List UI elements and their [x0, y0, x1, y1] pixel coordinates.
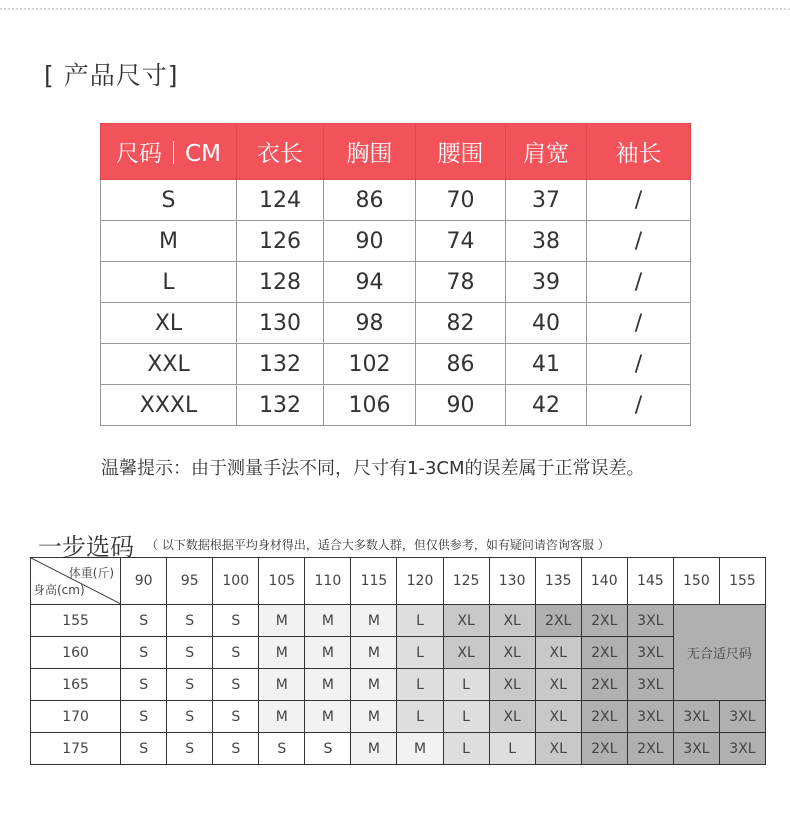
recommended-size-cell: 2XL	[581, 733, 627, 765]
recommended-size-cell: S	[167, 605, 213, 637]
recommended-size-cell: M	[351, 701, 397, 733]
no-fit-cell: 无合适尺码	[673, 605, 765, 701]
recommended-size-cell: S	[305, 733, 351, 765]
size-value-cell: /	[587, 180, 691, 221]
weight-header-cell: 115	[351, 558, 397, 605]
recommended-size-cell: S	[121, 605, 167, 637]
recommended-size-cell: S	[121, 669, 167, 701]
recommended-size-cell: 2XL	[581, 637, 627, 669]
size-value-cell: /	[587, 221, 691, 262]
recommended-size-cell: S	[121, 701, 167, 733]
size-value-cell: 90	[324, 221, 416, 262]
recommended-size-cell: M	[351, 605, 397, 637]
recommended-size-cell: 3XL	[627, 637, 673, 669]
size-label-cell: L	[101, 262, 237, 303]
size-value-cell: 106	[324, 385, 416, 426]
weight-header-cell: 145	[627, 558, 673, 605]
size-label-cell: XL	[101, 303, 237, 344]
recommended-size-cell: 2XL	[581, 701, 627, 733]
recommended-size-cell: XL	[489, 669, 535, 701]
height-row	[31, 605, 766, 637]
recommended-size-cell: 3XL	[673, 733, 719, 765]
size-value-cell: 41	[506, 344, 587, 385]
recommended-size-cell: 2XL	[535, 605, 581, 637]
recommended-size-cell: XL	[535, 733, 581, 765]
size-value-cell: 130	[237, 303, 324, 344]
recommended-size-cell: M	[259, 605, 305, 637]
size-value-cell: 40	[506, 303, 587, 344]
weight-header-cell: 135	[535, 558, 581, 605]
size-row	[101, 180, 691, 221]
recommended-size-cell: M	[397, 733, 443, 765]
height-row	[31, 637, 766, 669]
size-value-cell: /	[587, 385, 691, 426]
size-guide-subtitle: （ 以下数据根据平均身材得出，适合大多数人群，但仅供参考，如有疑问请咨询客服 ）	[146, 538, 610, 552]
size-value-cell: 74	[416, 221, 506, 262]
recommended-size-cell: M	[259, 701, 305, 733]
recommended-size-cell: 2XL	[627, 733, 673, 765]
recommended-size-cell: L	[397, 669, 443, 701]
size-row	[101, 303, 691, 344]
recommended-size-cell: XL	[535, 701, 581, 733]
table-corner	[31, 558, 121, 605]
size-value-cell: 128	[237, 262, 324, 303]
size-value-cell: 38	[506, 221, 587, 262]
height-row	[31, 669, 766, 701]
size-value-cell: 94	[324, 262, 416, 303]
size-value-cell: 102	[324, 344, 416, 385]
size-row	[101, 262, 691, 303]
size-value-cell: 86	[416, 344, 506, 385]
header-sleeve: 袖长	[587, 124, 691, 180]
recommended-size-cell: M	[351, 637, 397, 669]
recommended-size-cell: S	[213, 701, 259, 733]
recommended-size-cell: S	[167, 669, 213, 701]
recommended-size-cell: 3XL	[719, 733, 765, 765]
size-row	[101, 385, 691, 426]
recommended-size-cell: 3XL	[627, 669, 673, 701]
size-value-cell: 82	[416, 303, 506, 344]
recommended-size-cell: XL	[489, 605, 535, 637]
recommended-size-cell: M	[305, 605, 351, 637]
recommended-size-cell: S	[213, 733, 259, 765]
size-value-cell: 126	[237, 221, 324, 262]
height-label-cell: 155	[31, 605, 121, 637]
size-value-cell: 124	[237, 180, 324, 221]
dotted-top-border	[0, 8, 790, 10]
recommended-size-cell: L	[397, 637, 443, 669]
size-value-cell: /	[587, 303, 691, 344]
recommended-size-cell: M	[305, 669, 351, 701]
recommended-size-cell: XL	[443, 605, 489, 637]
recommended-size-cell: M	[351, 733, 397, 765]
header-length: 衣长	[237, 124, 324, 180]
weight-header-cell: 105	[259, 558, 305, 605]
height-label-cell: 165	[31, 669, 121, 701]
size-label-cell: XXL	[101, 344, 237, 385]
weight-header-cell: 155	[719, 558, 765, 605]
recommended-size-cell: 3XL	[719, 701, 765, 733]
header-size: 尺码｜CM	[101, 124, 237, 180]
recommended-size-cell: L	[443, 733, 489, 765]
recommended-size-cell: 2XL	[581, 669, 627, 701]
size-value-cell: /	[587, 344, 691, 385]
recommended-size-cell: 3XL	[627, 605, 673, 637]
section-title-size-guide: 一步选码	[38, 533, 134, 561]
size-value-cell: 86	[324, 180, 416, 221]
weight-header-cell: 120	[397, 558, 443, 605]
weight-header-cell: 110	[305, 558, 351, 605]
header-chest: 胸围	[324, 124, 416, 180]
recommended-size-cell: S	[167, 637, 213, 669]
size-label-cell: XXXL	[101, 385, 237, 426]
height-label-cell: 170	[31, 701, 121, 733]
recommended-size-cell: L	[443, 669, 489, 701]
height-axis-label: 身高(cm)	[33, 583, 85, 597]
header-waist: 腰围	[416, 124, 506, 180]
size-value-cell: 132	[237, 344, 324, 385]
recommended-size-cell: 3XL	[673, 701, 719, 733]
recommended-size-cell: XL	[535, 637, 581, 669]
recommended-size-cell: XL	[489, 637, 535, 669]
height-row	[31, 701, 766, 733]
recommended-size-cell: M	[351, 669, 397, 701]
recommended-size-cell: S	[167, 733, 213, 765]
size-value-cell: 70	[416, 180, 506, 221]
size-value-cell: /	[587, 262, 691, 303]
weight-header-cell: 125	[443, 558, 489, 605]
size-table-header	[101, 124, 691, 180]
size-recommendation-table	[30, 557, 766, 765]
weight-axis-label: 体重(斤)	[68, 566, 115, 580]
measurement-note: 温馨提示：由于测量手法不同，尺寸有1-3CM的误差属于正常误差。	[101, 458, 645, 479]
recommended-size-cell: 2XL	[581, 605, 627, 637]
recommended-size-cell: M	[305, 701, 351, 733]
height-label-cell: 160	[31, 637, 121, 669]
recommended-size-cell: L	[443, 701, 489, 733]
size-value-cell: 132	[237, 385, 324, 426]
recommended-size-cell: M	[259, 669, 305, 701]
recommended-size-cell: XL	[535, 669, 581, 701]
recommended-size-cell: S	[121, 637, 167, 669]
recommended-size-cell: S	[121, 733, 167, 765]
recommended-size-cell: XL	[489, 701, 535, 733]
size-value-cell: 98	[324, 303, 416, 344]
size-table	[100, 123, 691, 426]
recommended-size-cell: S	[259, 733, 305, 765]
weight-header-cell: 100	[213, 558, 259, 605]
height-row	[31, 733, 766, 765]
recommended-size-cell: S	[213, 605, 259, 637]
recommended-size-cell: L	[397, 701, 443, 733]
recommended-size-cell: S	[167, 701, 213, 733]
recommended-size-cell: M	[305, 637, 351, 669]
size-value-cell: 78	[416, 262, 506, 303]
recommended-size-cell: L	[489, 733, 535, 765]
recommended-size-cell: M	[259, 637, 305, 669]
weight-header-row	[31, 558, 766, 605]
size-value-cell: 90	[416, 385, 506, 426]
recommended-size-cell: S	[213, 669, 259, 701]
weight-header-cell: 130	[489, 558, 535, 605]
recommended-size-cell: L	[397, 605, 443, 637]
weight-header-cell: 95	[167, 558, 213, 605]
size-row	[101, 221, 691, 262]
recommended-size-cell: 3XL	[627, 701, 673, 733]
size-row	[101, 344, 691, 385]
size-value-cell: 42	[506, 385, 587, 426]
size-value-cell: 37	[506, 180, 587, 221]
header-shoulder: 肩宽	[506, 124, 587, 180]
weight-header-cell: 150	[673, 558, 719, 605]
weight-header-cell: 90	[121, 558, 167, 605]
section-title-product-size: [ 产品尺寸]	[44, 61, 179, 90]
weight-header-cell: 140	[581, 558, 627, 605]
size-value-cell: 39	[506, 262, 587, 303]
size-label-cell: M	[101, 221, 237, 262]
height-label-cell: 175	[31, 733, 121, 765]
size-label-cell: S	[101, 180, 237, 221]
recommended-size-cell: XL	[443, 637, 489, 669]
recommended-size-cell: S	[213, 637, 259, 669]
